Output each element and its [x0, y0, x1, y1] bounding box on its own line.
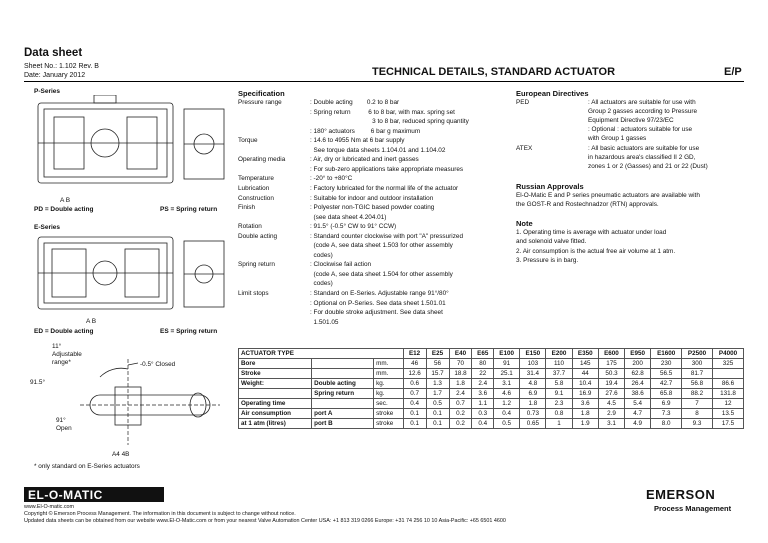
spec-label: Pressure range — [238, 99, 282, 106]
table-cell: 0.8 — [546, 409, 572, 419]
spec-label: Construction — [238, 194, 274, 202]
table-cell: 81.7 — [682, 369, 713, 379]
spec-value: : Standard counter clockwise with port "A" pressurized — [310, 232, 464, 240]
row-unit: sec. — [374, 399, 403, 409]
table-cell: 1.1 — [472, 399, 494, 409]
table-cell: 46 — [403, 359, 426, 369]
row-sublabel: port B — [312, 419, 374, 429]
row-label — [239, 389, 312, 399]
table-cell: 1.3 — [426, 379, 449, 389]
ped-line: : Optional : actuators suitable for use — [588, 126, 693, 133]
ped-line: with Group 1 gasses — [588, 135, 647, 142]
spec-value: : Suitable for indoor and outdoor installation — [310, 194, 434, 202]
table-cell: 0.5 — [426, 399, 449, 409]
table-cell: 91 — [494, 359, 520, 369]
spec-label: Limit stops — [238, 290, 269, 297]
table-cell: 2.4 — [472, 379, 494, 389]
adjustable-angle: 11° — [52, 343, 62, 350]
table-cell: 1.8 — [449, 379, 472, 389]
actuator-type-header: ACTUATOR TYPE — [239, 349, 404, 359]
table-cell: 13.5 — [712, 409, 743, 419]
range-label: range* — [52, 359, 71, 366]
spec-label: Lubrication — [238, 184, 270, 192]
model-header: P2500 — [682, 349, 713, 359]
es-label: ES = Spring return — [160, 328, 218, 335]
table-cell: 9.3 — [682, 419, 713, 429]
table-cell: 3.6 — [472, 389, 494, 399]
model-header: E25 — [426, 349, 449, 359]
table-cell: 0.73 — [520, 409, 546, 419]
table-row — [239, 369, 744, 379]
table-cell: 22 — [472, 369, 494, 379]
table-cell — [712, 369, 743, 379]
table-cell: 5.8 — [546, 379, 572, 389]
spec-value: (code A, see data sheet 1.503 for other assembly — [310, 242, 453, 250]
table-cell: 26.4 — [625, 379, 651, 389]
note-heading: Note — [516, 219, 533, 228]
note-line: 3. Pressure is in barg. — [516, 257, 579, 264]
brand-logo: EL-O-MATIC — [28, 488, 103, 502]
e-series-footnote: * only standard on E-Series actuators — [34, 463, 140, 470]
row-unit: mm. — [374, 369, 403, 379]
spec-value: : 91.5° (-0.5° CW to 91° CCW) — [310, 223, 397, 231]
spec-value: : Standard on E-Series. Adjustable range 91°/80° — [310, 290, 449, 297]
spec-value: : -20° to +80°C — [310, 175, 353, 183]
atex-line: : All basic actuators are suitable for use — [588, 145, 700, 152]
document-code: E/P — [724, 66, 742, 78]
table-cell: 230 — [651, 359, 682, 369]
note-line: and solenoid valve fitted. — [516, 238, 587, 245]
table-row — [239, 379, 744, 389]
table-cell: 1.9 — [572, 419, 598, 429]
model-header: E40 — [449, 349, 472, 359]
table-cell: 0.4 — [403, 399, 426, 409]
table-cell: 8 — [682, 409, 713, 419]
rotation-ports: A4 4B — [112, 451, 130, 458]
table-cell: 325 — [712, 359, 743, 369]
model-header: E1600 — [651, 349, 682, 359]
ped-label: PED — [516, 99, 530, 106]
table-cell: 86.6 — [712, 379, 743, 389]
table-cell: 25.1 — [494, 369, 520, 379]
table-cell: 300 — [682, 359, 713, 369]
ped-line: Equipment Directive 97/23/EC — [588, 117, 674, 124]
table-cell: 0.1 — [403, 419, 426, 429]
spec-label: Operating media — [238, 156, 286, 164]
table-cell: 4.9 — [625, 419, 651, 429]
table-cell: 7 — [682, 399, 713, 409]
specification-heading: Specification — [238, 89, 285, 98]
header-rule — [24, 81, 744, 82]
table-cell: 0.4 — [472, 419, 494, 429]
table-cell: 0.3 — [472, 409, 494, 419]
page-title: Data sheet — [24, 47, 83, 59]
row-sublabel — [312, 369, 374, 379]
row-sublabel — [312, 359, 374, 369]
model-header: E150 — [520, 349, 546, 359]
spec-value: 1.501.05 — [310, 318, 339, 326]
table-cell: 50.3 — [598, 369, 624, 379]
table-cell: 56.5 — [651, 369, 682, 379]
spec-value: : Air, dry or lubricated and inert gasses — [310, 156, 419, 164]
table-cell: 16.9 — [572, 389, 598, 399]
e-series-drawing — [34, 231, 229, 316]
table-cell: 5.4 — [625, 399, 651, 409]
russian-line: El-O-Matic E and P series pneumatic actuators are available with — [516, 192, 700, 199]
spec-label: Finish — [238, 204, 256, 212]
spec-value: : Clockwise fail action — [310, 261, 372, 269]
table-cell: 62.8 — [625, 369, 651, 379]
table-cell: 19.4 — [598, 379, 624, 389]
table-cell: 56.8 — [682, 379, 713, 389]
updates-text: Updated data sheets can be obtained from our website www.El-O-Matic.com or from your nearest Valve Automation Center USA: +1 813 319 0266 Europe: +31 74 256 10 10 Asia-Pacific: +65 6501 4600 — [24, 518, 506, 524]
european-directives-heading: European Directives — [516, 89, 589, 98]
table-cell: 42.7 — [651, 379, 682, 389]
table-cell: 1.8 — [520, 399, 546, 409]
pd-label: PD = Double acting — [34, 206, 94, 213]
table-cell: 0.1 — [426, 419, 449, 429]
table-cell: 15.7 — [426, 369, 449, 379]
table-cell: 0.7 — [449, 399, 472, 409]
model-header: E600 — [598, 349, 624, 359]
table-row — [239, 419, 744, 429]
emerson-logo: EMERSON — [646, 487, 716, 502]
table-cell: 2.9 — [598, 409, 624, 419]
document-heading: TECHNICAL DETAILS, STANDARD ACTUATOR — [372, 66, 616, 78]
table-cell: 131.8 — [712, 389, 743, 399]
spec-label: Rotation — [238, 223, 262, 231]
spec-label: Spring return — [238, 261, 275, 269]
row-unit: mm. — [374, 359, 403, 369]
table-cell: 37.7 — [546, 369, 572, 379]
table-row — [239, 389, 744, 399]
table-cell: 0.4 — [494, 409, 520, 419]
row-unit: stroke — [374, 409, 403, 419]
spec-value: : Double acting 0.2 to 8 bar — [310, 99, 400, 106]
rotation-angle: 91.5° — [30, 379, 45, 386]
spec-value: : For sub-zero applications take appropriate measures — [310, 165, 464, 173]
russian-line: the GOST-R and Rostechnadzor (RTN) approvals. — [516, 201, 659, 208]
sheet-date: Date: January 2012 — [24, 72, 86, 79]
e-series-ports: A B — [86, 318, 97, 325]
table-row — [239, 359, 744, 369]
atex-line: zones 1 or 2 (Gasses) and 21 or 22 (Dust) — [588, 163, 708, 170]
table-row — [239, 399, 744, 409]
atex-label: ATEX — [516, 145, 533, 152]
spec-value: codes) — [310, 280, 333, 288]
table-cell: 0.1 — [426, 409, 449, 419]
note-line: 1. Operating time is average with actuator under load — [516, 229, 667, 236]
table-cell: 1.7 — [426, 389, 449, 399]
spec-value: 3 to 8 bar, reduced spring quantity — [310, 118, 469, 126]
ped-line: Group 2 gasses according to Pressure — [588, 108, 698, 115]
ps-label: PS = Spring return — [160, 206, 218, 213]
spec-label: Double acting — [238, 232, 278, 240]
atex-line: in hazardous area's classified II 2 GD, — [588, 154, 696, 161]
table-cell: 10.4 — [572, 379, 598, 389]
russian-approvals-heading: Russian Approvals — [516, 182, 584, 191]
open-angle: 91° — [56, 417, 66, 424]
row-label: Air consumption — [239, 409, 312, 419]
spec-value: (see data sheet 4.204.01) — [310, 213, 387, 221]
spec-label: Temperature — [238, 175, 274, 183]
row-label: Stroke — [239, 369, 312, 379]
ped-line: : All actuators are suitable for use with — [588, 99, 696, 106]
table-cell: 38.6 — [625, 389, 651, 399]
table-row — [239, 409, 744, 419]
row-label: Operating time — [239, 399, 312, 409]
table-cell: 1 — [546, 419, 572, 429]
table-cell: 65.8 — [651, 389, 682, 399]
model-header: E350 — [572, 349, 598, 359]
table-cell: 12.6 — [403, 369, 426, 379]
table-cell: 110 — [546, 359, 572, 369]
spec-value: : For double stroke adjustment. See data sheet — [310, 309, 443, 317]
table-cell: 0.1 — [403, 409, 426, 419]
table-cell: 0.5 — [494, 419, 520, 429]
spec-value: (code A, see data sheet 1.504 for other assembly — [310, 270, 453, 278]
table-cell: 0.6 — [403, 379, 426, 389]
table-cell: 17.5 — [712, 419, 743, 429]
row-label: Bore — [239, 359, 312, 369]
row-sublabel: Double acting — [312, 379, 374, 389]
row-unit: stroke — [374, 419, 403, 429]
table-cell: 3.1 — [494, 379, 520, 389]
table-cell: 2.3 — [546, 399, 572, 409]
row-sublabel: port A — [312, 409, 374, 419]
model-header: P4000 — [712, 349, 743, 359]
table-cell: 1.2 — [494, 399, 520, 409]
table-cell: 4.7 — [625, 409, 651, 419]
model-header: E200 — [546, 349, 572, 359]
table-cell: 0.2 — [449, 419, 472, 429]
spec-value: : 14.6 to 4955 Nm at 6 bar supply — [310, 137, 405, 145]
table-cell: 9.1 — [546, 389, 572, 399]
spec-value: See torque data sheets 1.104.01 and 1.104.02 — [310, 146, 446, 154]
table-cell: 70 — [449, 359, 472, 369]
spec-value: : Factory lubricated for the normal life of the actuator — [310, 184, 459, 192]
table-cell: 0.7 — [403, 389, 426, 399]
model-header: E950 — [625, 349, 651, 359]
table-cell: 0.2 — [449, 409, 472, 419]
row-unit: kg. — [374, 389, 403, 399]
table-cell: 200 — [625, 359, 651, 369]
e-series-label: E-Series — [34, 224, 61, 231]
table-header-row — [239, 349, 744, 359]
spec-label: Torque — [238, 137, 258, 145]
table-cell: 8.0 — [651, 419, 682, 429]
table-cell: 103 — [520, 359, 546, 369]
p-series-ports: A B — [60, 197, 71, 204]
p-series-label: P-Series — [34, 88, 61, 95]
row-sublabel: Spring return — [312, 389, 374, 399]
website-link[interactable]: www.El-O-matic.com — [24, 504, 75, 510]
process-management-label: Process Management — [654, 504, 732, 513]
model-header: E12 — [403, 349, 426, 359]
model-header: E100 — [494, 349, 520, 359]
spec-value: : Optional on P-Series. See data sheet 1.501.01 — [310, 299, 446, 307]
sheet-number: Sheet No.: 1.102 Rev. B — [24, 63, 99, 70]
table-cell: 3.1 — [598, 419, 624, 429]
table-cell: 12 — [712, 399, 743, 409]
table-cell: 4.6 — [494, 389, 520, 399]
table-cell: 6.9 — [520, 389, 546, 399]
adjustable-label: Adjustable — [52, 351, 82, 358]
table-cell: 31.4 — [520, 369, 546, 379]
row-label: at 1 atm (litres) — [239, 419, 312, 429]
table-cell: 3.6 — [572, 399, 598, 409]
table-cell: 2.4 — [449, 389, 472, 399]
spec-value: codes) — [310, 251, 333, 259]
model-header: E65 — [472, 349, 494, 359]
row-label: Weight: — [239, 379, 312, 389]
spec-value: : Polyester non-TGIC based powder coating — [310, 204, 435, 212]
table-cell: 44 — [572, 369, 598, 379]
row-sublabel — [312, 399, 374, 409]
table-cell: 145 — [572, 359, 598, 369]
actuator-table — [238, 348, 744, 429]
row-unit: kg. — [374, 379, 403, 389]
table-cell: 0.65 — [520, 419, 546, 429]
table-cell: 4.5 — [598, 399, 624, 409]
spec-value: : Spring return 6 to 8 bar, with max. spring set — [310, 108, 455, 116]
table-cell: 27.6 — [598, 389, 624, 399]
table-cell: 4.8 — [520, 379, 546, 389]
table-cell: 1.8 — [572, 409, 598, 419]
table-cell: 18.8 — [449, 369, 472, 379]
rotation-diagram — [70, 355, 230, 450]
copyright-text: Copyright © Emerson Process Management. The information in this document is subject to change without notice. — [24, 511, 296, 517]
table-cell: 6.9 — [651, 399, 682, 409]
spec-value: : 180° actuators 6 bar g maximum — [310, 127, 421, 135]
closed-label: -0.5° Closed — [140, 361, 176, 368]
table-cell: 7.3 — [651, 409, 682, 419]
p-series-drawing — [34, 95, 229, 195]
table-cell: 80 — [472, 359, 494, 369]
note-line: 2. Air consumption is the actual free air volume at 1 atm. — [516, 248, 676, 255]
ed-label: ED = Double acting — [34, 328, 94, 335]
table-cell: 56 — [426, 359, 449, 369]
open-label: Open — [56, 425, 72, 432]
table-cell: 88.2 — [682, 389, 713, 399]
table-cell: 175 — [598, 359, 624, 369]
